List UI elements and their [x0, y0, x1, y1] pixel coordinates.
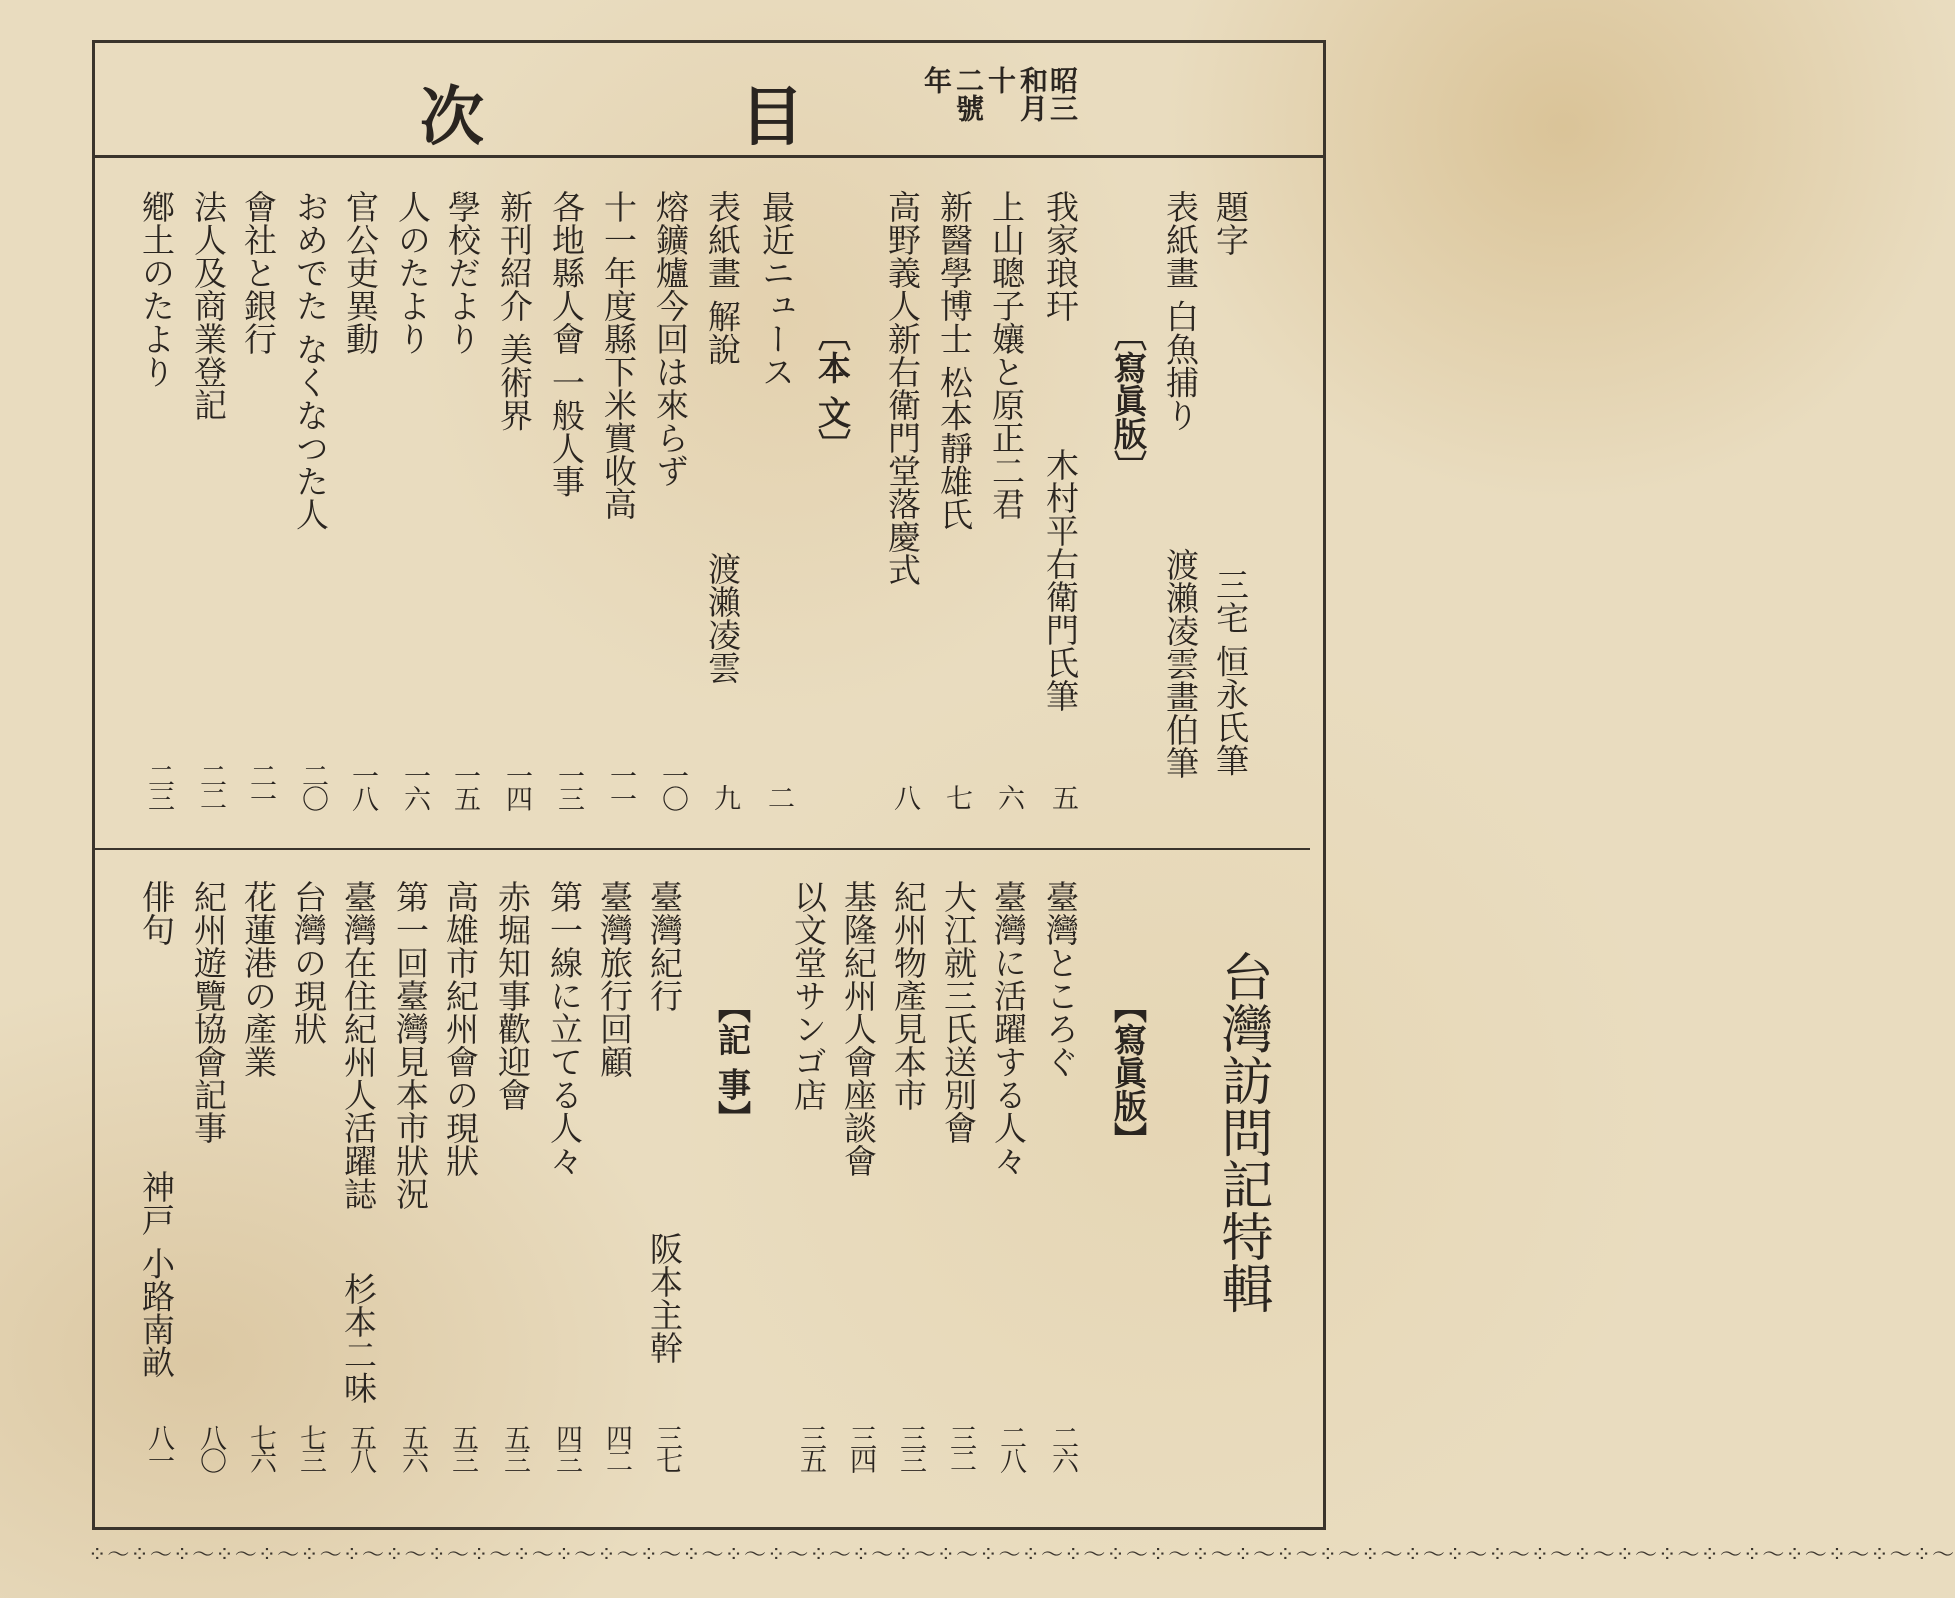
- page-number: 五: [1047, 784, 1078, 807]
- toc-item: 高野義人新右衛門堂落慶式: [883, 190, 922, 586]
- page-number: 二六: [1047, 1424, 1078, 1470]
- toc-author: 三宅 恒永氏筆: [1211, 568, 1250, 777]
- toc-author: 阪本主幹: [645, 1232, 684, 1364]
- toc-item: 第一線に立てる人々: [545, 880, 584, 1177]
- page-number: 一八: [347, 762, 378, 808]
- toc-item: 會社と銀行: [239, 190, 278, 355]
- page-number: 九: [709, 784, 740, 807]
- date-col-2: 和月: [1016, 66, 1049, 122]
- title-char-right: 目: [740, 80, 804, 155]
- section-heading: 〔本 文〕: [813, 318, 852, 462]
- toc-item: 第一回臺灣見本市狀況: [391, 880, 430, 1210]
- toc-item: 各地縣人會 一般人事: [547, 190, 586, 498]
- toc-item: 臺灣紀行: [645, 880, 684, 1012]
- toc-item: 大江就三氏送別會: [939, 880, 978, 1144]
- toc-item: 表紙畫 解說: [703, 190, 742, 366]
- toc-item: 以文堂サンゴ店: [789, 880, 828, 1111]
- page-number: 五八: [345, 1424, 376, 1470]
- toc-item: 法人及商業登記: [189, 190, 228, 421]
- page-number: 七六: [245, 1424, 276, 1470]
- toc-item: 基隆紀州人會座談會: [839, 880, 878, 1177]
- page-number: 二〇: [297, 762, 328, 808]
- page-number: 二: [763, 784, 794, 807]
- toc-item: 赤堀知事歡迎會: [493, 880, 532, 1111]
- page-number: 七三: [295, 1424, 326, 1470]
- page-number: 二八: [995, 1424, 1026, 1470]
- page-number: 一一: [605, 762, 636, 808]
- page-number: 一五: [449, 762, 480, 808]
- toc-item: 紀州遊覽協會記事: [189, 880, 228, 1144]
- page-number: 七: [941, 784, 972, 807]
- page-number: 二一: [245, 762, 276, 808]
- page-number: 五六: [397, 1424, 428, 1470]
- page-number: 五三: [499, 1424, 530, 1470]
- date-col-3: 十: [984, 66, 1017, 94]
- toc-item: 新醫學博士 松本靜雄氏: [935, 190, 974, 531]
- toc-item: 臺灣ところぐ: [1041, 880, 1080, 1078]
- toc-item: 台灣の現狀: [289, 880, 328, 1045]
- toc-item: 花蓮港の產業: [239, 880, 278, 1078]
- toc-author: 杉本二味: [339, 1272, 378, 1404]
- toc-item: 臺灣旅行回顧: [595, 880, 634, 1078]
- page-number: 一〇: [657, 762, 688, 808]
- toc-item: 臺灣に活躍する人々: [989, 880, 1028, 1177]
- page-number: 四三: [551, 1424, 582, 1470]
- date-col-1: 昭三: [1046, 66, 1079, 122]
- title-char-left: 次: [420, 80, 484, 155]
- toc-item: 俳句: [137, 880, 176, 946]
- page-number: 一四: [501, 762, 532, 808]
- section-heading: 【寫眞版】: [1109, 990, 1148, 1155]
- page-number: 三二: [945, 1424, 976, 1470]
- page-number: 三五: [795, 1424, 826, 1470]
- toc-item: おめでた なくなつた人: [291, 190, 330, 531]
- page-number: 八一: [143, 1424, 174, 1470]
- toc-author: 渡瀨凌雲畫伯筆: [1161, 548, 1200, 779]
- section-divider: [94, 848, 1310, 850]
- special-feature-title: 台灣訪問記特輯: [1212, 950, 1272, 1314]
- toc-item: 人のたより: [393, 190, 432, 355]
- page-number: 一三: [553, 762, 584, 808]
- toc-item: 官公吏異動: [341, 190, 380, 355]
- page-number: 四二: [601, 1424, 632, 1470]
- toc-item: 我家琅玕: [1041, 190, 1080, 322]
- toc-author: 神戸 小路南畝: [137, 1170, 176, 1379]
- date-col-5: 年: [920, 66, 953, 94]
- header-band: [92, 40, 1326, 158]
- page-number: 八: [889, 784, 920, 807]
- toc-author: 渡瀨凌雲: [703, 552, 742, 684]
- page-number: 六: [993, 784, 1024, 807]
- section-heading: 〔寫眞版〕: [1109, 318, 1148, 483]
- toc-item: 臺灣在住紀州人活躍誌: [339, 880, 378, 1210]
- toc-item: 學校だより: [443, 190, 482, 355]
- toc-item: 熔鑛爐今回は來らず: [651, 190, 690, 487]
- page-number: 五三: [447, 1424, 478, 1470]
- page-number: 三三: [895, 1424, 926, 1470]
- toc-item: 十一年度縣下米實收高: [599, 190, 638, 520]
- page-number: 八〇: [195, 1424, 226, 1470]
- page-number: 二三: [143, 762, 174, 808]
- section-heading: 【記 事】: [713, 990, 752, 1134]
- page-number: 三七: [651, 1424, 682, 1470]
- page-number: 三四: [845, 1424, 876, 1470]
- date-col-4: 二號: [952, 66, 985, 122]
- toc-item: 表紙畫 白魚捕り: [1161, 190, 1200, 432]
- page-number: 二二: [195, 762, 226, 808]
- page-number: 一六: [399, 762, 430, 808]
- decorative-border: ⁘～⁘～⁘～⁘～⁘～⁘～⁘～⁘～⁘～⁘～⁘～⁘～⁘～⁘～⁘～⁘～⁘～⁘～⁘～⁘～⁘～⁘～⁘～⁘～⁘～⁘～⁘～⁘～⁘～⁘～⁘～⁘～⁘～⁘～⁘～⁘～⁘～⁘～⁘～⁘～⁘～⁘～⁘～⁘～: [88, 1543, 1955, 1568]
- toc-item: 高雄市紀州會の現狀: [441, 880, 480, 1177]
- toc-author: 木村平右衛門氏筆: [1041, 448, 1080, 712]
- toc-item: 最近ニュース: [757, 190, 796, 388]
- toc-item: 新刊紹介 美術界: [495, 190, 534, 432]
- toc-item: 紀州物產見本市: [889, 880, 928, 1111]
- toc-item: 題字: [1211, 190, 1250, 256]
- toc-item: 鄕土のたより: [137, 190, 176, 388]
- toc-item: 上山聰子孃と原正二君: [987, 190, 1026, 520]
